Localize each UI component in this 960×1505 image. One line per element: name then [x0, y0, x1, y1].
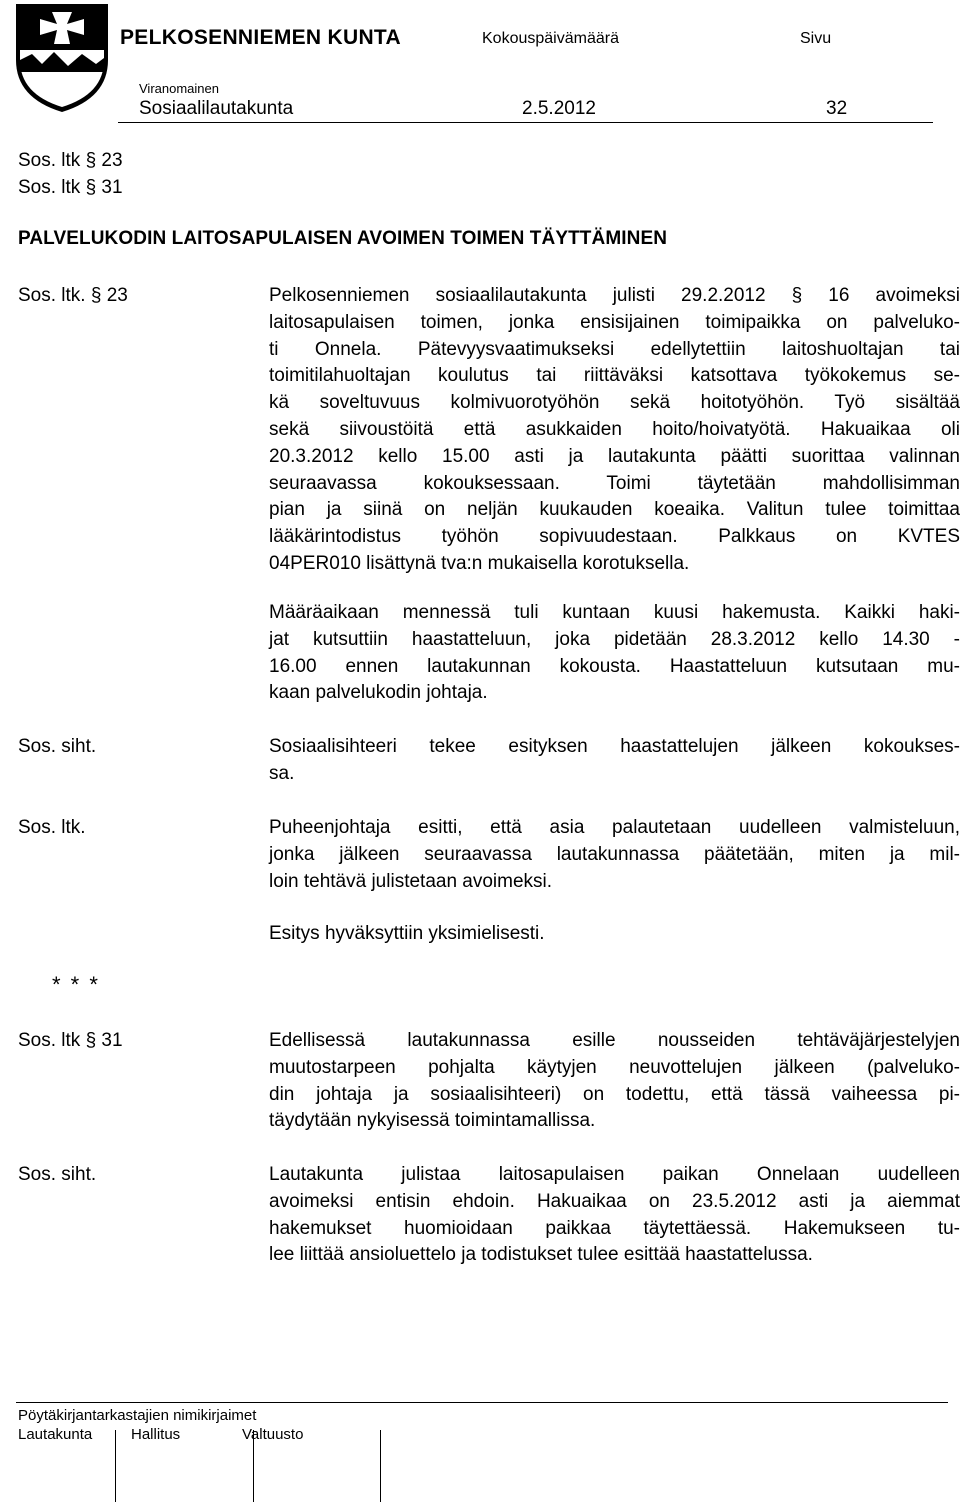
paragraph-line: Lautakunta julistaa laitosapulaisen paikan Onnelaan uudelleen — [269, 1164, 960, 1185]
reference-ltk-31: Sos. ltk § 31 — [18, 177, 123, 198]
reviewer-initials-title: Pöytäkirjantarkastajien nimikirjaimet — [18, 1407, 257, 1424]
paragraph-line: lee liittää ansioluettelo ja todistukset tulee esittää haastattelussa. — [269, 1244, 813, 1266]
paragraph-line: toimitilahuoltajan koulutus tai riittäväksi katsottava työkokemus se- — [269, 365, 960, 387]
paragraph-line: Sosiaalisihteeri tekee esityksen haastattelujen jälkeen kokoukses- — [269, 736, 960, 757]
signature-box-divider — [115, 1430, 116, 1502]
paragraph-line: 20.3.2012 kello 15.00 asti ja lautakunta päätti suorittaa valinnan — [269, 445, 960, 467]
secretary-proposal — [269, 734, 960, 788]
secretary-label: Sos. siht. — [18, 736, 97, 757]
paragraph-line: hakemukset huomioidaan paikkaa täytettäessä. Hakemukseen tu- — [269, 1217, 960, 1239]
paragraph-line: laitosapulaisen toimen, jonka ensisijainen toimipaikka on palveluko- — [269, 311, 960, 333]
paragraph-line: kaan palvelukodin johtaja. — [269, 682, 488, 704]
municipality-coat-of-arms — [12, 0, 112, 116]
section1-paragraph1 — [269, 283, 960, 578]
board-decision — [269, 815, 960, 895]
section-label-ltk-23: Sos. ltk. § 23 — [18, 285, 128, 306]
paragraph-line: täydytään nykyisessä toimintamallissa. — [269, 1110, 596, 1132]
signature-box-divider — [380, 1430, 381, 1502]
footer-divider — [16, 1402, 948, 1403]
paragraph-line: loin tehtävä julistetaan avoimeksi. — [269, 870, 553, 892]
section2-paragraph1 — [269, 1028, 960, 1135]
organization-name: PELKOSENNIEMEN KUNTA — [120, 26, 401, 49]
paragraph-line: seuraavassa kokouksessaan. Toimi täytetään mahdollisimman — [269, 472, 960, 494]
section1-paragraph2 — [269, 600, 960, 707]
reference-ltk-23: Sos. ltk § 23 — [18, 150, 123, 171]
paragraph-line: muutostarpeen pohjalta käytyjen neuvottelujen jälkeen (palveluko- — [269, 1056, 960, 1078]
agenda-item-heading: PALVELUKODIN LAITOSAPULAISEN AVOIMEN TOIMEN TÄYTTÄMINEN — [18, 228, 668, 249]
paragraph-line: avoimeksi entisin ehdoin. Hakuaikaa on 23.5.2012 asti ja aiemmat — [269, 1190, 960, 1212]
secretary-proposal-2 — [269, 1162, 960, 1269]
secretary-label-2: Sos. siht. — [18, 1164, 97, 1185]
approval-statement: Esitys hyväksyttiin yksimielisesti. — [269, 923, 545, 944]
page-number: 32 — [826, 98, 848, 119]
footer-board-label: Lautakunta — [18, 1426, 93, 1443]
authority-label: Viranomainen — [139, 81, 219, 96]
section-separator: * * * — [52, 972, 100, 997]
paragraph-line: Edellisessä lautakunnassa esille nousseiden tehtäväjärjestelyjen — [269, 1030, 960, 1051]
paragraph-line: ti Onnela. Pätevyysvaatimukseksi edellytettiin laitoshuoltajan tai — [269, 338, 960, 360]
paragraph-line: sekä siivoustöitä että asukkaiden hoito/hoivatyötä. Hakuaikaa oli — [269, 418, 960, 440]
authority-name: Sosiaalilautakunta — [139, 98, 294, 119]
paragraph-line: din johtaja ja sosiaalisihteeri) on todettu, että tässä vaiheessa pi- — [269, 1083, 960, 1105]
footer-government-label: Hallitus — [131, 1426, 181, 1443]
header-divider — [118, 122, 933, 123]
paragraph-line: Pelkosenniemen sosiaalilautakunta julisti 29.2.2012 § 16 avoimeksi — [269, 285, 960, 306]
paragraph-line: jat kutsuttiin haastatteluun, joka pidetään 28.3.2012 kello 14.30 - — [269, 628, 960, 650]
meeting-date-label: Kokouspäivämäärä — [482, 30, 619, 47]
page-label: Sivu — [800, 30, 832, 47]
paragraph-line: sa. — [269, 762, 295, 784]
paragraph-line: lääkärintodistus työhön sopivuudestaan. Palkkaus on KVTES — [269, 526, 960, 548]
paragraph-line: Puheenjohtaja esitti, että asia palautetaan uudelleen valmisteluun, — [269, 817, 960, 838]
paragraph-line: kä soveltuvuus kolmivuorotyöhön sekä hoitotyöhön. Työ sisältää — [269, 392, 960, 414]
paragraph-line: 16.00 ennen lautakunnan kokousta. Haastatteluun kutsutaan mu- — [269, 655, 960, 677]
meeting-date: 2.5.2012 — [522, 98, 596, 119]
board-label: Sos. ltk. — [18, 817, 86, 838]
signature-box-divider — [253, 1430, 254, 1502]
footer-council-label: Valtuusto — [242, 1426, 304, 1443]
paragraph-line: pian ja siinä on neljän kuukauden koeaika. Valitun tulee toimittaa — [269, 499, 960, 521]
paragraph-line: jonka jälkeen seuraavassa lautakunnassa päätetään, miten ja mil- — [269, 843, 960, 865]
paragraph-line: 04PER010 lisättynä tva:n mukaisella korotuksella. — [269, 552, 690, 574]
paragraph-line: Määräaikaan mennessä tuli kuntaan kuusi hakemusta. Kaikki haki- — [269, 602, 960, 623]
section-label-ltk-31: Sos. ltk § 31 — [18, 1030, 123, 1051]
